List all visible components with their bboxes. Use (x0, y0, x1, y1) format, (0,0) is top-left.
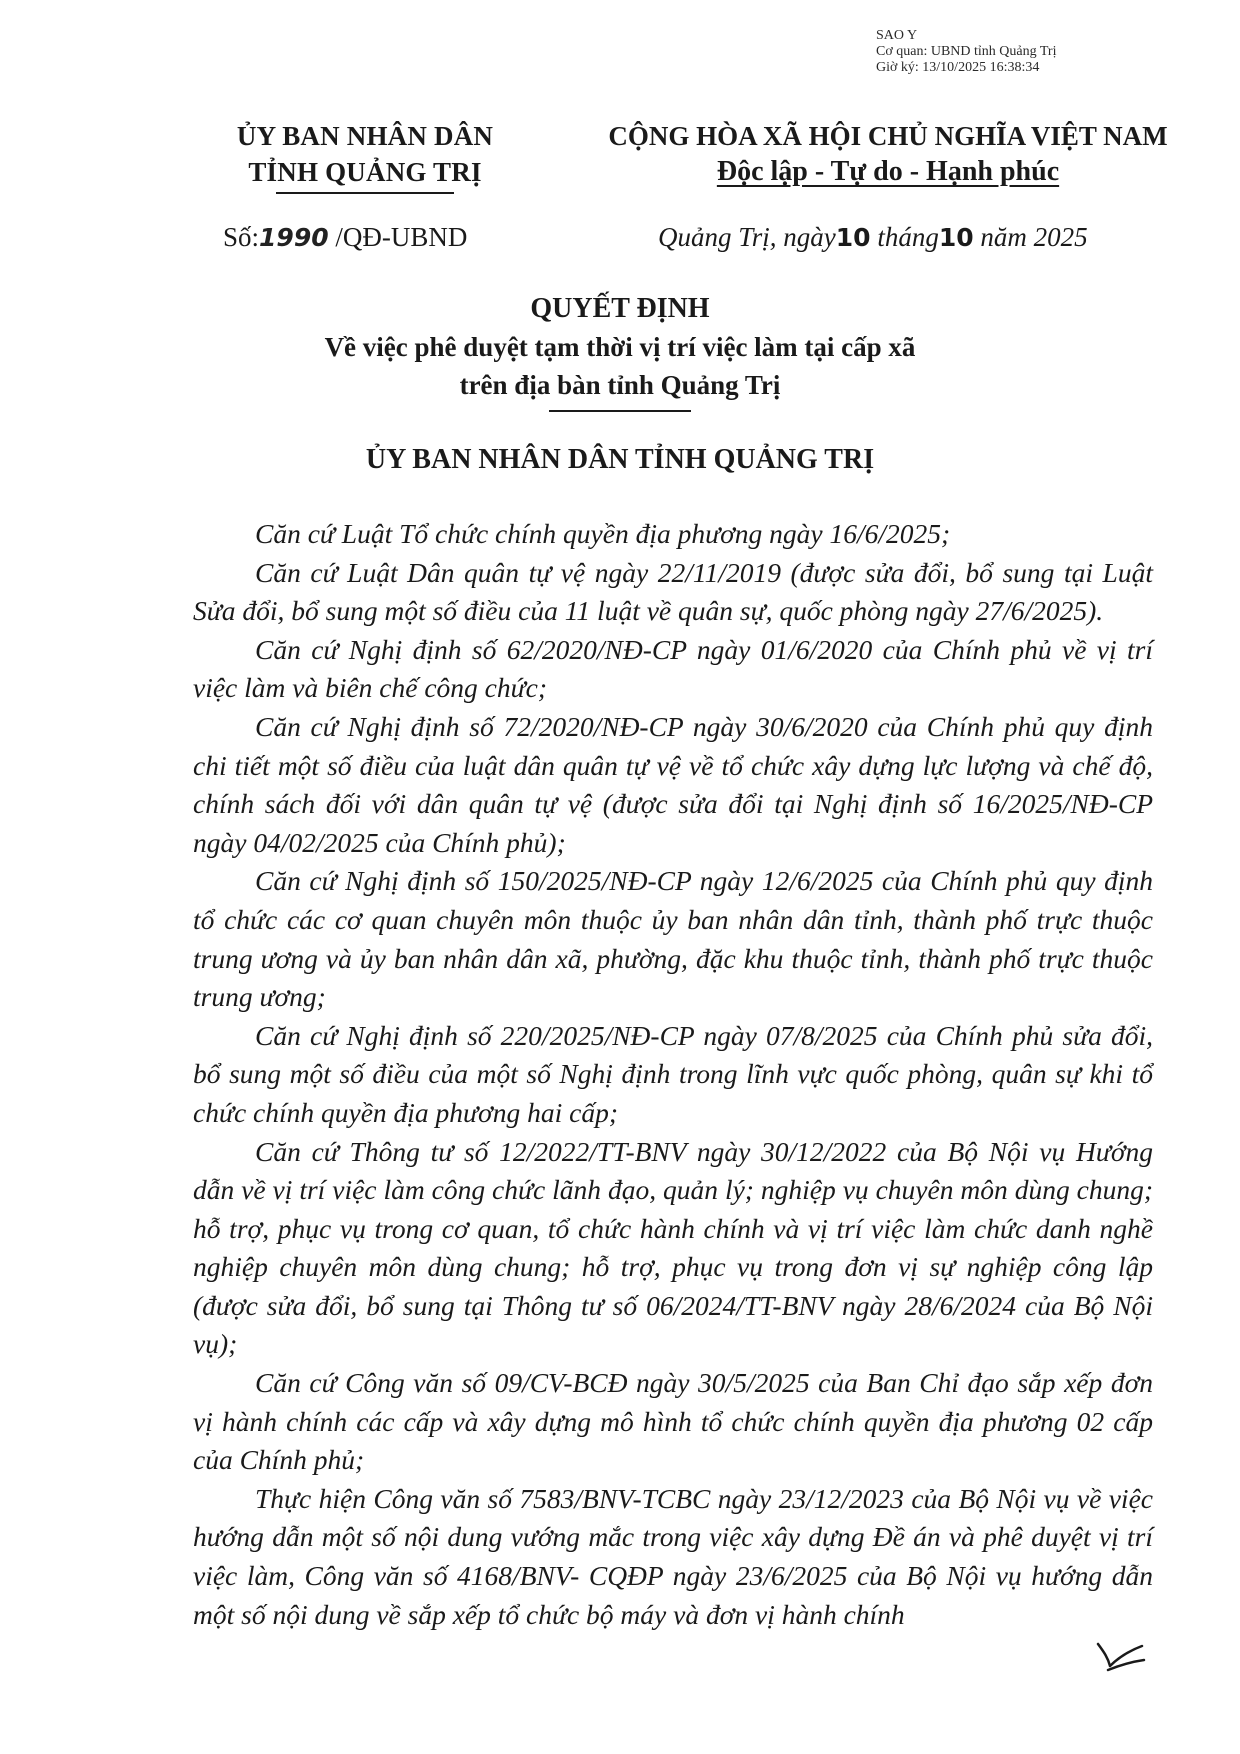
issuer-line2: TỈNH QUẢNG TRỊ (248, 157, 482, 187)
copy-stamp-agency: Cơ quan: UBND tỉnh Quảng Trị (876, 44, 1057, 59)
doc-number-handwritten: 1990 (259, 223, 329, 252)
date-part1: Quảng Trị, ngày (658, 222, 836, 252)
document-number (223, 222, 467, 253)
copy-stamp (876, 28, 1056, 76)
issuer-line1: ỦY BAN NHÂN DÂN (236, 121, 494, 151)
document-body (193, 515, 1153, 1634)
national-motto: Độc lập - Tự do - Hạnh phúc (716, 156, 1060, 187)
body-paragraph: Căn cứ Nghị định số 72/2020/NĐ-CP ngày 30/6/2020 của Chính phủ quy định chi tiết một số điều của luật dân quân tự vệ về tổ chức xây dựng lực lượng và chế độ, chính sách đối với dân quân tự vệ (được sửa đổi tại Nghị định số 16/2025/NĐ-CP ngày 04/02/2025 của Chính phủ); (193, 710, 1153, 858)
initial-signature-mark (1092, 1636, 1148, 1676)
issue-date (658, 222, 1088, 253)
body-paragraph: Căn cứ Thông tư số 12/2022/TT-BNV ngày 30/12/2022 của Bộ Nội vụ Hướng dẫn về vị trí việc làm công chức lãnh đạo, quản lý; nghiệp vụ chuyên môn dùng chung; hỗ trợ, phục vụ trong cơ quan, tổ chức hành chính và vị trí việc làm chức danh nghề nghiệp chuyên môn dùng chung; hỗ trợ, phục vụ trong đơn vị sự nghiệp công lập (được sửa đổi, bổ sung tại Thông tư số 06/2024/TT-BNV ngày 28/6/2024 của Bộ Nội vụ); (193, 1135, 1153, 1360)
issuer-header (180, 118, 550, 194)
date-month-handwritten: 10 (938, 223, 974, 252)
title-divider (549, 410, 691, 412)
doc-number-prefix: Số: (223, 222, 260, 252)
doc-number-suffix: /QĐ-UBND (328, 222, 468, 252)
body-paragraph: Căn cứ Công văn số 09/CV-BCĐ ngày 30/5/2025 của Ban Chỉ đạo sắp xếp đơn vị hành chính các cấp và xây dựng mô hình tổ chức chính quyền địa phương 02 cấp của Chính phủ; (193, 1367, 1153, 1476)
date-part2: tháng (870, 222, 939, 252)
date-part3: năm 2025 (973, 222, 1088, 252)
date-day-handwritten: 10 (835, 223, 871, 252)
body-paragraph: Căn cứ Nghị định số 62/2020/NĐ-CP ngày 01/6/2020 của Chính phủ về vị trí việc làm và biên chế công chức; (193, 633, 1153, 704)
national-header (588, 118, 1188, 190)
body-paragraph: Căn cứ Nghị định số 220/2025/NĐ-CP ngày 07/8/2025 của Chính phủ sửa đổi, bổ sung một số điều của một số Nghị định trong lĩnh vực quốc phòng, quân sự khi tổ chức chính quyền địa phương hai cấp; (193, 1019, 1153, 1128)
body-paragraph: Căn cứ Luật Tổ chức chính quyền địa phương ngày 16/6/2025; (255, 518, 951, 549)
copy-stamp-time: Giờ ký: 13/10/2025 16:38:34 (876, 60, 1040, 75)
body-paragraph: Thực hiện Công văn số 7583/BNV-TCBC ngày 23/12/2023 của Bộ Nội vụ về việc hướng dẫn một số nội dung vướng mắc trong việc xây dựng Đề án và phê duyệt vị trí việc làm, Công văn số 4168/BNV- CQĐP ngày 23/6/2025 của Bộ Nội vụ hướng dẫn một số nội dung về sắp xếp tổ chức bộ máy và đơn vị hành chính (193, 1482, 1153, 1630)
title-subject-line2: trên địa bàn tỉnh Quảng Trị (459, 370, 781, 400)
document-title (120, 290, 1120, 412)
body-paragraph: Căn cứ Luật Dân quân tự vệ ngày 22/11/2019 (được sửa đổi, bổ sung tại Luật Sửa đổi, bổ sung một số điều của 11 luật về quân sự, quốc phòng ngày 27/6/2025). (193, 556, 1153, 627)
national-title: CỘNG HÒA XÃ HỘI CHỦ NGHĨA VIỆT NAM (608, 121, 1168, 151)
title-main: QUYẾT ĐỊNH (530, 293, 710, 324)
issuer-divider (276, 192, 454, 194)
copy-stamp-line1: SAO Y (876, 28, 918, 43)
title-subject-line1: Về việc phê duyệt tạm thời vị trí việc làm tại cấp xã (324, 332, 916, 362)
issuing-authority: ỦY BAN NHÂN DÂN TỈNH QUẢNG TRỊ (365, 444, 875, 475)
body-paragraph: Căn cứ Nghị định số 150/2025/NĐ-CP ngày 12/6/2025 của Chính phủ quy định tổ chức các cơ quan chuyên môn thuộc ủy ban nhân dân tỉnh, thành phố trực thuộc trung ương và ủy ban nhân dân xã, phường, đặc khu thuộc tỉnh, thành phố trực thuộc trung ương; (193, 865, 1153, 1013)
